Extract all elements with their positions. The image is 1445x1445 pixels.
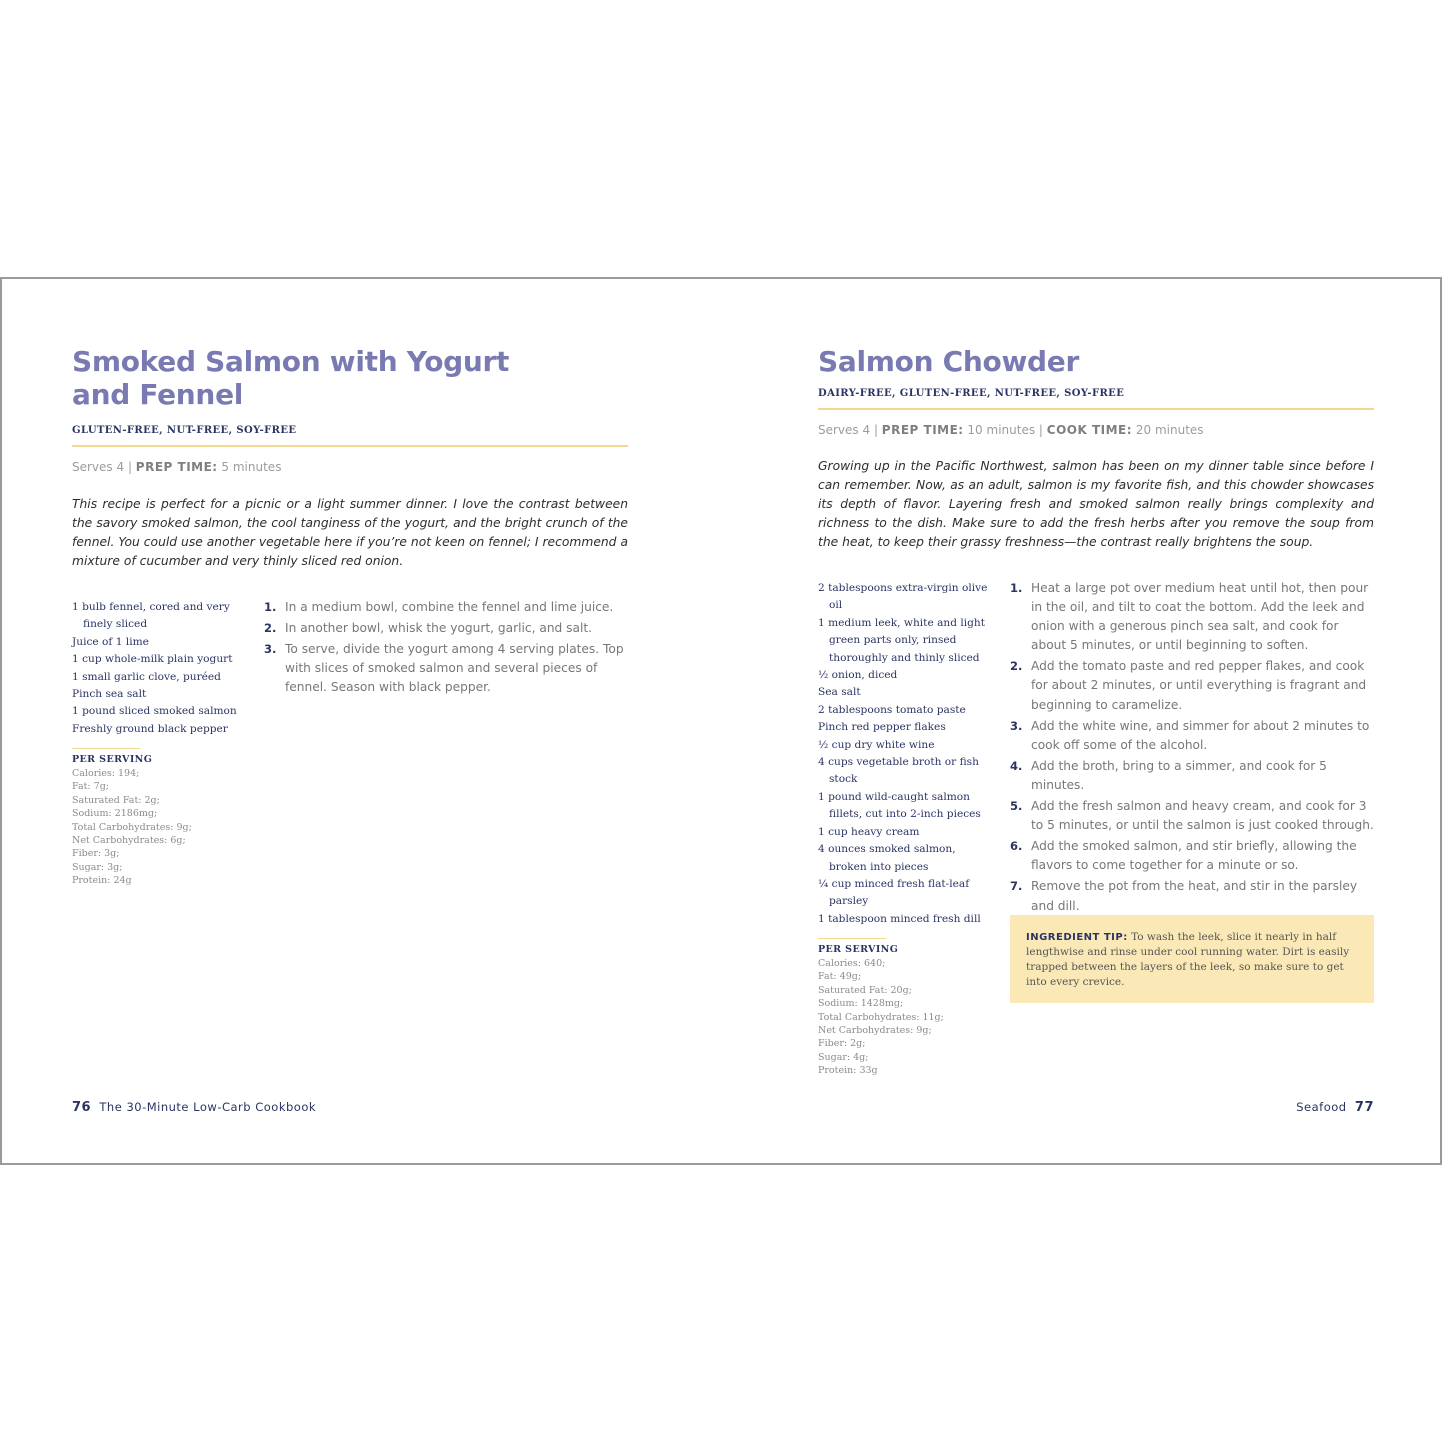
ingredient-item: Pinch red pepper flakes bbox=[818, 721, 946, 734]
chapter-title: Seafood bbox=[1296, 1100, 1347, 1114]
ingredient-item: ¼ cup minced fresh flat-leaf parsley bbox=[818, 877, 970, 908]
prep-time-value: 5 minutes bbox=[221, 460, 282, 474]
recipe-intro: Growing up in the Pacific Northwest, salmon has been on my dinner table since before I can remember. Now, as an adult, salmon is my favorite fish, and this chowder showcases its depth of flavor. Layering fresh and smoked salmon really brings complexity and richness to the dish. Make sure to add the fresh herbs after you remove the soup from the heat, to keep their grassy freshness—the contrast really brightens the soup. bbox=[818, 459, 1374, 549]
ingredient-item: 1 tablespoon minced fresh dill bbox=[818, 912, 981, 925]
ingredient-item: 4 cups vegetable broth or fish stock bbox=[818, 756, 979, 786]
ingredient-item: 1 small garlic clove, puréed bbox=[72, 670, 221, 683]
ingredient-item: ½ cup dry white wine bbox=[818, 738, 935, 751]
recipe-title: Salmon Chowder bbox=[818, 345, 1079, 378]
page-footer-left bbox=[72, 1100, 316, 1115]
nutrition-line: Fat: 49g; bbox=[818, 971, 862, 983]
step-item bbox=[1010, 757, 1374, 795]
cook-time-value: 20 minutes bbox=[1135, 423, 1204, 437]
ingredient-item: Sea salt bbox=[818, 686, 861, 699]
prep-time-label: PREP TIME: bbox=[135, 460, 218, 474]
title-line-2: and Fennel bbox=[72, 378, 244, 411]
tip-text: To wash the leek, slice it nearly in half lengthwise and rinse under cool running water. Dirt is easily trapped between the layers of the leek, so make sure to get into every crevice. bbox=[1026, 931, 1350, 988]
nutrition-line: Protein: 24g bbox=[72, 875, 132, 887]
nutrition-line: Total Carbohydrates: 11g; bbox=[818, 1011, 944, 1023]
ingredient-item: Pinch sea salt bbox=[72, 688, 147, 701]
step-number: 2. bbox=[264, 621, 277, 636]
prep-time-value: 10 minutes bbox=[967, 423, 1036, 437]
step-list bbox=[1010, 579, 1374, 918]
step-text: Remove the pot from the heat, and stir in the parsley and dill. bbox=[1031, 879, 1358, 913]
ingredient-item: 1 pound wild-caught salmon fillets, cut into 2-inch pieces bbox=[818, 790, 981, 821]
book-spread bbox=[0, 277, 1442, 1165]
recipe-meta: Serves 4 | PREP TIME: 5 minutes bbox=[72, 460, 282, 474]
nutrition-line: Net Carbohydrates: 9g; bbox=[818, 1025, 932, 1037]
nutrition-line: Calories: 640; bbox=[818, 958, 886, 969]
step-item bbox=[264, 619, 628, 638]
nutrition-line: Protein: 33g bbox=[818, 1065, 878, 1077]
page-number: 77 bbox=[1354, 1100, 1374, 1115]
ingredient-item: 2 tablespoons tomato paste bbox=[818, 703, 966, 716]
step-list bbox=[264, 598, 628, 699]
nutrition-line: Sugar: 3g; bbox=[72, 861, 123, 873]
diet-tags: GLUTEN-FREE, NUT-FREE, SOY-FREE bbox=[72, 425, 297, 436]
ingredient-item: 2 tablespoons extra-virgin olive oil bbox=[818, 582, 988, 612]
nutrition-line: Fiber: 2g; bbox=[818, 1038, 866, 1050]
ingredient-tip-box bbox=[1010, 915, 1374, 1003]
cook-time-label: COOK TIME: bbox=[1046, 423, 1133, 437]
recipe-meta: Serves 4 | PREP TIME: 10 minutes | COOK TIME: 20 minutes bbox=[818, 423, 1204, 437]
nutrition-divider bbox=[818, 938, 886, 939]
step-number: 4. bbox=[1010, 758, 1023, 773]
page-number: 76 bbox=[72, 1100, 92, 1115]
step-item bbox=[264, 640, 628, 697]
step-number: 2. bbox=[1010, 659, 1023, 674]
nutrition-line: Sugar: 4g; bbox=[818, 1051, 869, 1063]
step-item bbox=[1010, 657, 1374, 714]
nutrition-info bbox=[72, 748, 192, 888]
step-number: 5. bbox=[1010, 799, 1023, 814]
nutrition-line: Total Carbohydrates: 9g; bbox=[72, 821, 192, 833]
step-number: 3. bbox=[264, 642, 277, 657]
nutrition-heading: PER SERVING bbox=[72, 754, 153, 765]
nutrition-line: Fiber: 3g; bbox=[72, 848, 120, 860]
nutrition-line: Saturated Fat: 2g; bbox=[72, 794, 160, 806]
step-text: Add the broth, bring to a simmer, and cook for 5 minutes. bbox=[1031, 758, 1327, 792]
serves: Serves 4 bbox=[72, 460, 125, 474]
step-number: 1. bbox=[264, 600, 277, 614]
ingredient-item: 4 ounces smoked salmon, broken into pieces bbox=[818, 843, 956, 873]
ingredient-list bbox=[72, 599, 250, 738]
ingredient-item: ½ onion, diced bbox=[818, 669, 898, 682]
nutrition-line: Fat: 7g; bbox=[72, 781, 109, 793]
ingredient-list bbox=[818, 580, 994, 928]
step-item bbox=[1010, 837, 1374, 875]
ingredient-item: 1 cup whole-milk plain yogurt bbox=[72, 653, 233, 666]
step-text: Add the white wine, and simmer for about 2 minutes to cook off some of the alcohol. bbox=[1031, 718, 1370, 752]
title-divider bbox=[72, 445, 628, 447]
step-text: Add the fresh salmon and heavy cream, and cook for 3 to 5 minutes, or until the salmon is just cooked through. bbox=[1031, 799, 1374, 833]
step-number: 3. bbox=[1010, 718, 1023, 733]
ingredient-item: 1 bulb fennel, cored and very finely sliced bbox=[72, 601, 230, 631]
nutrition-info bbox=[818, 938, 944, 1078]
prep-time-label: PREP TIME: bbox=[881, 423, 964, 437]
nutrition-line: Saturated Fat: 20g; bbox=[818, 984, 912, 996]
step-item bbox=[1010, 877, 1374, 915]
step-number: 7. bbox=[1010, 879, 1023, 894]
title-divider bbox=[818, 408, 1374, 410]
step-text: Add the smoked salmon, and stir briefly, allowing the flavors to come together for a minute or so. bbox=[1031, 839, 1357, 873]
ingredient-item: Freshly ground black pepper bbox=[72, 722, 228, 735]
page-footer-right bbox=[1296, 1100, 1374, 1115]
ingredient-item: Juice of 1 lime bbox=[72, 635, 149, 648]
step-text: Add the tomato paste and red pepper flakes, and cook for about 2 minutes, or until everything is fragrant and beginning to caramelize. bbox=[1031, 659, 1367, 712]
nutrition-line: Calories: 194; bbox=[72, 768, 140, 779]
step-text: Heat a large pot over medium heat until hot, then pour in the oil, and tilt to coat the bottom. Add the leek and onion with a generous pinch sea salt, and cook for about 5 minutes, or until beginning to soften. bbox=[1031, 581, 1369, 653]
serves: Serves 4 bbox=[818, 423, 871, 437]
step-item bbox=[1010, 579, 1374, 655]
step-number: 1. bbox=[1010, 581, 1023, 595]
nutrition-line: Sodium: 2186mg; bbox=[72, 808, 158, 820]
right-page bbox=[818, 279, 1374, 1163]
step-text: In a medium bowl, combine the fennel and lime juice. bbox=[285, 600, 614, 614]
step-number: 6. bbox=[1010, 839, 1023, 854]
nutrition-divider bbox=[72, 748, 140, 749]
title-line-1: Smoked Salmon with Yogurt bbox=[72, 345, 510, 378]
recipe-title bbox=[72, 345, 509, 411]
step-item bbox=[264, 598, 628, 617]
nutrition-heading: PER SERVING bbox=[818, 944, 899, 955]
left-page bbox=[72, 279, 628, 1163]
ingredient-item: 1 pound sliced smoked salmon bbox=[72, 705, 237, 718]
tip-label: INGREDIENT TIP: bbox=[1026, 932, 1128, 943]
ingredient-item: 1 medium leek, white and light green parts only, rinsed thoroughly and thinly sliced bbox=[818, 616, 986, 664]
recipe-intro: This recipe is perfect for a picnic or a light summer dinner. I love the contrast between the savory smoked salmon, the cool tanginess of the yogurt, and the bright crunch of the fennel. You could use another vegetable here if you’re not keen on fennel; I recommend a mixture of cucumber and very thinly sliced red onion. bbox=[72, 497, 628, 568]
step-item bbox=[1010, 797, 1374, 835]
step-text: To serve, divide the yogurt among 4 serving plates. Top with slices of smoked salmon and several pieces of fennel. Season with black pepper. bbox=[285, 642, 624, 695]
step-text: In another bowl, whisk the yogurt, garlic, and salt. bbox=[285, 621, 593, 636]
diet-tags: DAIRY-FREE, GLUTEN-FREE, NUT-FREE, SOY-FREE bbox=[818, 388, 1125, 399]
ingredient-item: 1 cup heavy cream bbox=[818, 825, 920, 838]
book-title: The 30-Minute Low-Carb Cookbook bbox=[99, 1100, 317, 1114]
nutrition-line: Sodium: 1428mg; bbox=[818, 998, 904, 1010]
nutrition-line: Net Carbohydrates: 6g; bbox=[72, 835, 186, 847]
step-item bbox=[1010, 717, 1374, 755]
